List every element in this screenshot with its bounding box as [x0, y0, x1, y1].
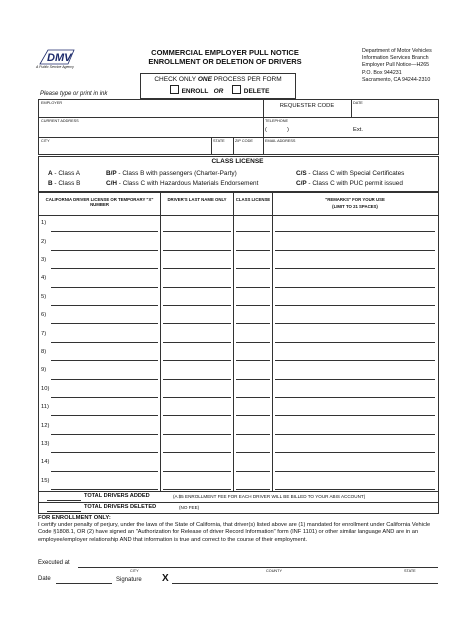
requester-code-label: REQUESTER CODE [279, 103, 335, 109]
process-selector [140, 73, 296, 99]
delete-label: DELETE [243, 88, 270, 95]
class-input[interactable] [236, 442, 270, 453]
last-name-input[interactable] [163, 405, 231, 416]
license-ch: C/H - Class C with Hazardous Materials Endorsement [106, 180, 259, 187]
employer-label: EMPLOYER [41, 101, 63, 105]
row-number: 8) [41, 348, 47, 355]
remarks-input[interactable] [275, 442, 435, 453]
remarks-input[interactable] [275, 332, 435, 343]
total-added-field[interactable] [47, 494, 81, 501]
last-name-input[interactable] [163, 313, 231, 324]
remarks-input[interactable] [275, 479, 435, 490]
row-number: 2) [41, 238, 47, 245]
table-row [39, 344, 438, 362]
class-input[interactable] [236, 350, 270, 361]
telephone-paren-open: ( [265, 127, 267, 133]
license-code: C/P [296, 180, 307, 187]
total-added-note: (A $5 ENROLLMENT FEE FOR EACH DRIVER WILL BE BILLED TO YOUR ABIS ACCOUNT) [173, 494, 366, 499]
table-row [39, 215, 438, 233]
table-row [39, 270, 438, 288]
enrollment-only-heading: FOR ENROLLMENT ONLY: [38, 515, 111, 521]
class-input[interactable] [236, 295, 270, 306]
process-suffix: PROCESS PER FORM [213, 76, 282, 83]
table-row [39, 252, 438, 270]
executed-county-label: COUNTY [266, 569, 283, 573]
col-remarks-limit: (LIMIT TO 21 SPACES) [332, 204, 378, 209]
last-name-input[interactable] [163, 479, 231, 490]
remarks-input[interactable] [275, 313, 435, 324]
license-code: A [48, 170, 53, 177]
row-number: 5) [41, 293, 47, 300]
license-code: C/S [296, 170, 307, 177]
license-number-input[interactable] [51, 313, 158, 324]
table-row [39, 362, 438, 380]
license-code: B/P [106, 170, 117, 177]
dmv-logo [38, 46, 78, 66]
table-row [39, 289, 438, 307]
total-deleted-field[interactable] [47, 505, 81, 512]
license-cp: C/P - Class C with PUC permit issued [296, 180, 403, 187]
license-desc: Class C with PUC permit issued [312, 180, 403, 187]
remarks-input[interactable] [275, 276, 435, 287]
license-number-input[interactable] [51, 258, 158, 269]
col-last-name: DRIVER'S LAST NAME ONLY [167, 197, 227, 202]
license-number-input[interactable] [51, 368, 158, 379]
dept-line: P.O. Box 944231 [362, 69, 402, 76]
class-input[interactable] [236, 221, 270, 232]
license-b: B - Class B [48, 180, 81, 187]
date-sign-label: Date [38, 576, 51, 582]
employer-field[interactable] [40, 106, 261, 116]
last-name-input[interactable] [163, 240, 231, 251]
license-cs: C/S - Class C with Special Certificates [296, 170, 405, 177]
license-number-input[interactable] [51, 332, 158, 343]
driver-table [38, 192, 439, 514]
dept-line: Employer Pull Notice—H265 [362, 62, 430, 69]
logo-tagline: A Public Service Agency [36, 65, 74, 69]
class-input[interactable] [236, 332, 270, 343]
table-row [39, 454, 438, 472]
date-label: DATE [353, 101, 363, 105]
class-input[interactable] [236, 424, 270, 435]
last-name-input[interactable] [163, 460, 231, 471]
class-input[interactable] [236, 276, 270, 287]
row-number: 15) [41, 477, 50, 484]
row-number: 13) [41, 440, 50, 447]
process-options [141, 85, 295, 95]
address-field[interactable] [40, 124, 261, 136]
remarks-input[interactable] [275, 460, 435, 471]
email-label: EMAIL ADDRESS [265, 139, 296, 143]
remarks-input[interactable] [275, 350, 435, 361]
class-input[interactable] [236, 313, 270, 324]
total-added-label: TOTAL DRIVERS ADDED [84, 493, 150, 499]
executed-at-label: Executed at [38, 560, 70, 566]
telephone-paren-close: ) [287, 127, 289, 133]
license-number-input[interactable] [51, 479, 158, 490]
address-label: CURRENT ADDRESS [41, 119, 79, 123]
row-number: 12) [41, 422, 50, 429]
remarks-input[interactable] [275, 424, 435, 435]
executed-state-label: STATE [404, 569, 416, 573]
last-name-input[interactable] [163, 295, 231, 306]
logo-text: DMV [47, 52, 72, 64]
executed-city-label: CITY [130, 569, 139, 573]
license-number-input[interactable] [51, 460, 158, 471]
city-field[interactable] [40, 144, 209, 153]
city-label: CITY [41, 139, 50, 143]
row-number: 14) [41, 459, 50, 466]
executed-at-line [78, 567, 438, 568]
license-number-input[interactable] [51, 405, 158, 416]
license-number-input[interactable] [51, 387, 158, 398]
license-code: B [48, 180, 53, 187]
row-number: 3) [41, 256, 47, 263]
signature-line [172, 583, 438, 584]
table-row [39, 307, 438, 325]
signature-x-mark: X [162, 573, 169, 584]
license-desc: Class C with Hazardous Materials Endorsement [122, 180, 259, 187]
class-input[interactable] [236, 405, 270, 416]
col-license-number: CALIFORNIA DRIVER LICENSE OR TEMPORARY "X" NUMBER [45, 197, 154, 208]
col-remarks: "REMARKS" FOR YOUR USE [325, 197, 385, 202]
row-number: 11) [41, 404, 49, 411]
email-field[interactable] [265, 144, 436, 153]
department-address [362, 48, 432, 84]
process-instruction [141, 76, 295, 83]
class-input[interactable] [236, 368, 270, 379]
or-label: OR [213, 88, 224, 95]
class-license-title: CLASS LICENSE [211, 158, 264, 165]
date-sign-field[interactable] [56, 574, 112, 583]
license-number-input[interactable] [51, 221, 158, 232]
signature-label: Signature [116, 577, 142, 583]
enroll-label: ENROLL [181, 88, 209, 95]
license-number-input[interactable] [51, 276, 158, 287]
remarks-input[interactable] [275, 387, 435, 398]
row-number: 9) [41, 367, 47, 374]
state-field[interactable] [212, 144, 232, 153]
enroll-checkbox[interactable] [170, 85, 179, 94]
license-number-input[interactable] [51, 295, 158, 306]
license-desc: Class C with Special Certificates [312, 170, 405, 177]
date-field[interactable] [353, 106, 437, 116]
certification-text: I certify under penalty of perjury, under the laws of the State of California, that driver(s) listed above are (1) mandated for enrollment under California Vehicle Code §1808.1, OR (2) have signed an "Authorization for Release of driver Record Information" form (INF 1101) or other similar language AND are in an employee/employer relationship AND that information is true and correct to the course of their employment. [38, 522, 431, 543]
dept-line: Information Services Branch [362, 55, 429, 62]
total-deleted-label: TOTAL DRIVERS DELETED [84, 504, 157, 510]
last-name-input[interactable] [163, 332, 231, 343]
license-number-input[interactable] [51, 424, 158, 435]
process-prefix: CHECK ONLY [154, 76, 197, 83]
telephone-label: TELEPHONE [265, 119, 288, 123]
license-number-input[interactable] [51, 240, 158, 251]
license-bp: B/P - Class B with passengers (Charter-Party) [106, 170, 237, 177]
ext-field[interactable] [365, 125, 435, 135]
class-input[interactable] [236, 479, 270, 490]
table-row [39, 417, 438, 435]
signature-field[interactable] [172, 573, 438, 583]
remarks-input[interactable] [275, 368, 435, 379]
class-input[interactable] [236, 240, 270, 251]
class-input[interactable] [236, 258, 270, 269]
dept-line: Sacramento, CA 94244-2310 [362, 76, 431, 83]
license-number-input[interactable] [51, 442, 158, 453]
title-line-2: ENROLLMENT OR DELETION OF DRIVERS [148, 57, 302, 66]
last-name-input[interactable] [163, 368, 231, 379]
last-name-input[interactable] [163, 350, 231, 361]
executed-at-field[interactable] [80, 557, 436, 566]
row-number: 6) [41, 312, 47, 319]
date-sign-line [56, 583, 112, 584]
form-title [110, 48, 340, 66]
delete-checkbox[interactable] [232, 85, 241, 94]
last-name-input[interactable] [163, 442, 231, 453]
row-number: 10) [41, 385, 50, 392]
row-number: 1) [41, 220, 47, 227]
license-desc: Class A [58, 170, 80, 177]
remarks-input[interactable] [275, 258, 435, 269]
class-input[interactable] [236, 460, 270, 471]
license-code: C/H [106, 180, 118, 187]
last-name-input[interactable] [163, 387, 231, 398]
col-class: CLASS LICENSE [235, 197, 271, 202]
remarks-input[interactable] [275, 405, 435, 416]
row-number: 4) [41, 275, 47, 282]
table-row [39, 436, 438, 454]
class-input[interactable] [236, 387, 270, 398]
remarks-input[interactable] [275, 240, 435, 251]
table-row [39, 325, 438, 343]
last-name-input[interactable] [163, 258, 231, 269]
ext-label: Ext. [353, 127, 363, 133]
license-number-input[interactable] [51, 350, 158, 361]
last-name-input[interactable] [163, 424, 231, 435]
last-name-input[interactable] [163, 221, 231, 232]
dept-line: Department of Motor Vehicles [362, 48, 432, 54]
zip-label: ZIP CODE [235, 139, 253, 143]
license-a: A - Class A [48, 170, 80, 177]
title-line-1: COMMERCIAL EMPLOYER PULL NOTICE [151, 48, 299, 57]
requester-code-field[interactable] [265, 110, 349, 117]
table-row [39, 399, 438, 417]
process-emphasis: ONE [197, 76, 212, 83]
last-name-input[interactable] [163, 276, 231, 287]
zip-field[interactable] [234, 144, 262, 153]
remarks-input[interactable] [275, 295, 435, 306]
row-number: 7) [41, 330, 47, 337]
state-label: STATE [213, 139, 225, 143]
telephone-field[interactable] [293, 125, 353, 135]
license-desc: Class B with passengers (Charter-Party) [122, 170, 237, 177]
total-deleted-note: (NO FEE) [179, 505, 200, 510]
table-row [39, 381, 438, 399]
license-desc: Class B [58, 180, 81, 187]
remarks-input[interactable] [275, 221, 435, 232]
employer-block [38, 99, 439, 155]
table-row [39, 233, 438, 251]
table-row [39, 473, 438, 491]
ink-instruction: Please type or print in ink [40, 91, 108, 97]
